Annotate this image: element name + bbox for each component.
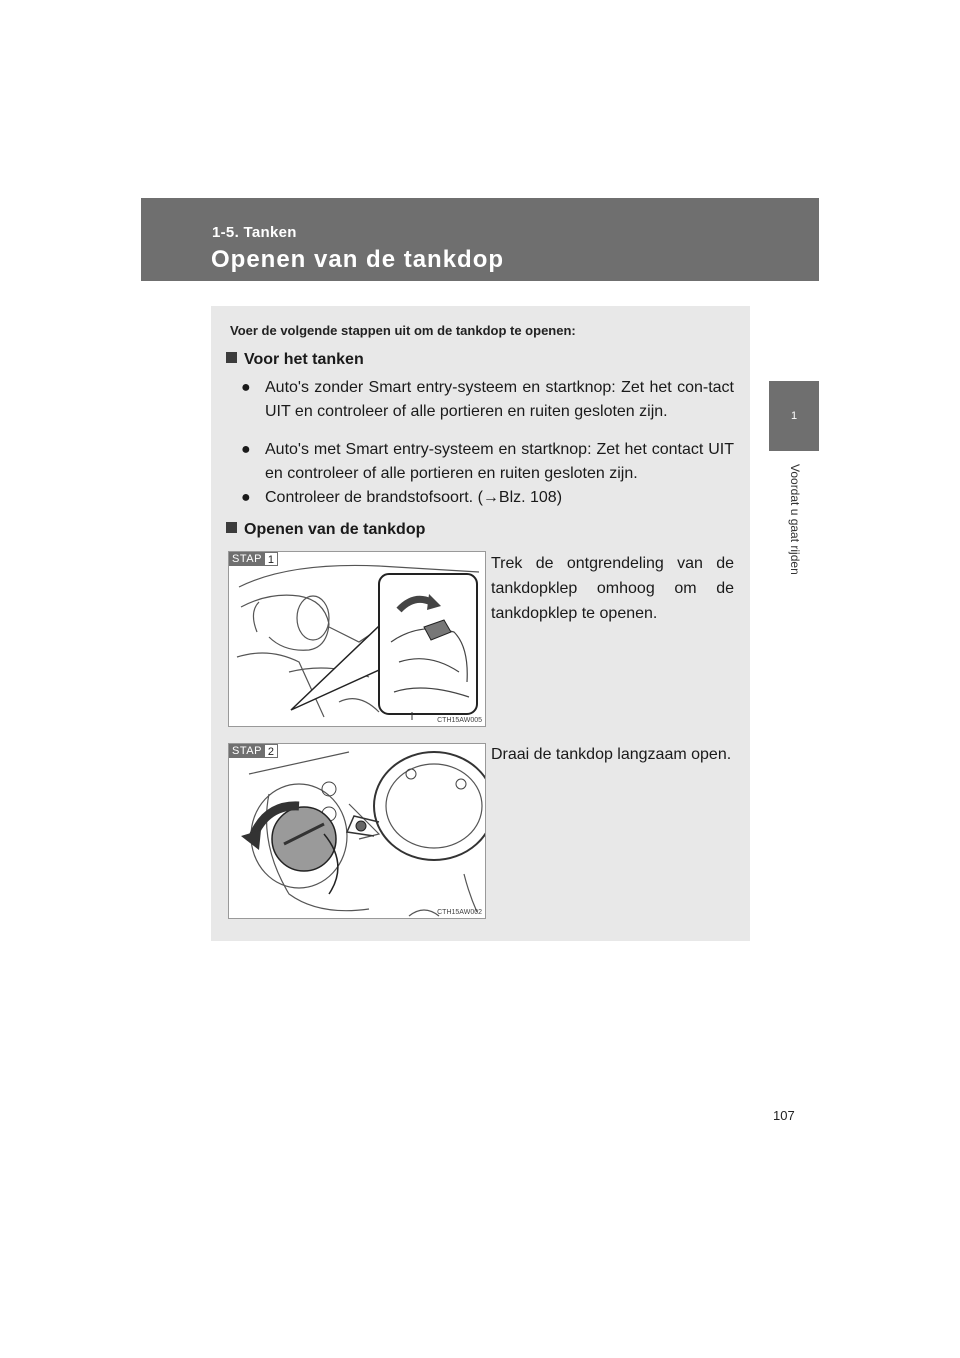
list-item (241, 486, 734, 510)
heading-opening (226, 521, 425, 539)
list-item-text: Controleer de brandstofsoort. (→Blz. 108) (265, 489, 563, 506)
bullet-dot-icon: ● (241, 441, 251, 458)
step-badge (229, 552, 278, 566)
step-badge-label: STAP (229, 744, 265, 758)
page-title: Openen van de tankdop (211, 246, 505, 273)
square-bullet-icon (226, 352, 237, 363)
step2-illustration (228, 743, 486, 919)
dashboard-lever-illustration (229, 552, 485, 726)
list-item-text: Auto's met Smart entry-systeem en startknop: Zet het contact UIT en controleer of alle portieren en ruiten gesloten zijn. (265, 441, 734, 482)
figure-code: CTH15AW002 (437, 909, 482, 916)
intro-text: Voer de volgende stappen uit om de tankdop te openen: (230, 323, 576, 338)
heading-label: Openen van de tankdop (244, 521, 426, 538)
square-bullet-icon (226, 522, 237, 533)
list-item-text: Auto's zonder Smart entry-systeem en startknop: Zet het con-tact UIT en controleer of alle portieren en ruiten gesloten zijn. (265, 379, 734, 420)
bullet-dot-icon: ● (241, 489, 251, 506)
header-band (141, 198, 819, 281)
chapter-title: Voordat u gaat rijden (788, 464, 802, 575)
bullet-dot-icon: ● (241, 379, 251, 396)
section-label: 1-5. Tanken (212, 224, 297, 241)
chapter-tab[interactable] (769, 381, 819, 451)
list-item (241, 438, 734, 486)
chapter-number: 1 (790, 410, 798, 422)
content-panel (211, 306, 750, 941)
page-number: 107 (773, 1108, 795, 1123)
list-item (241, 376, 734, 424)
step2-text: Draai de tankdop langzaam open. (491, 746, 732, 763)
step1-illustration (228, 551, 486, 727)
step-badge-number: 1 (265, 552, 278, 566)
fuel-cap-illustration (229, 744, 485, 918)
figure-code: CTH15AW005 (437, 717, 482, 724)
step1-text: Trek de ontgrendeling van de tankdopklep omhoog om de tankdopklep te openen. (491, 555, 734, 622)
step-badge (229, 744, 278, 758)
step-badge-label: STAP (229, 552, 265, 566)
heading-label: Voor het tanken (244, 351, 364, 368)
heading-before-fueling (226, 351, 364, 369)
step-badge-number: 2 (265, 744, 278, 758)
